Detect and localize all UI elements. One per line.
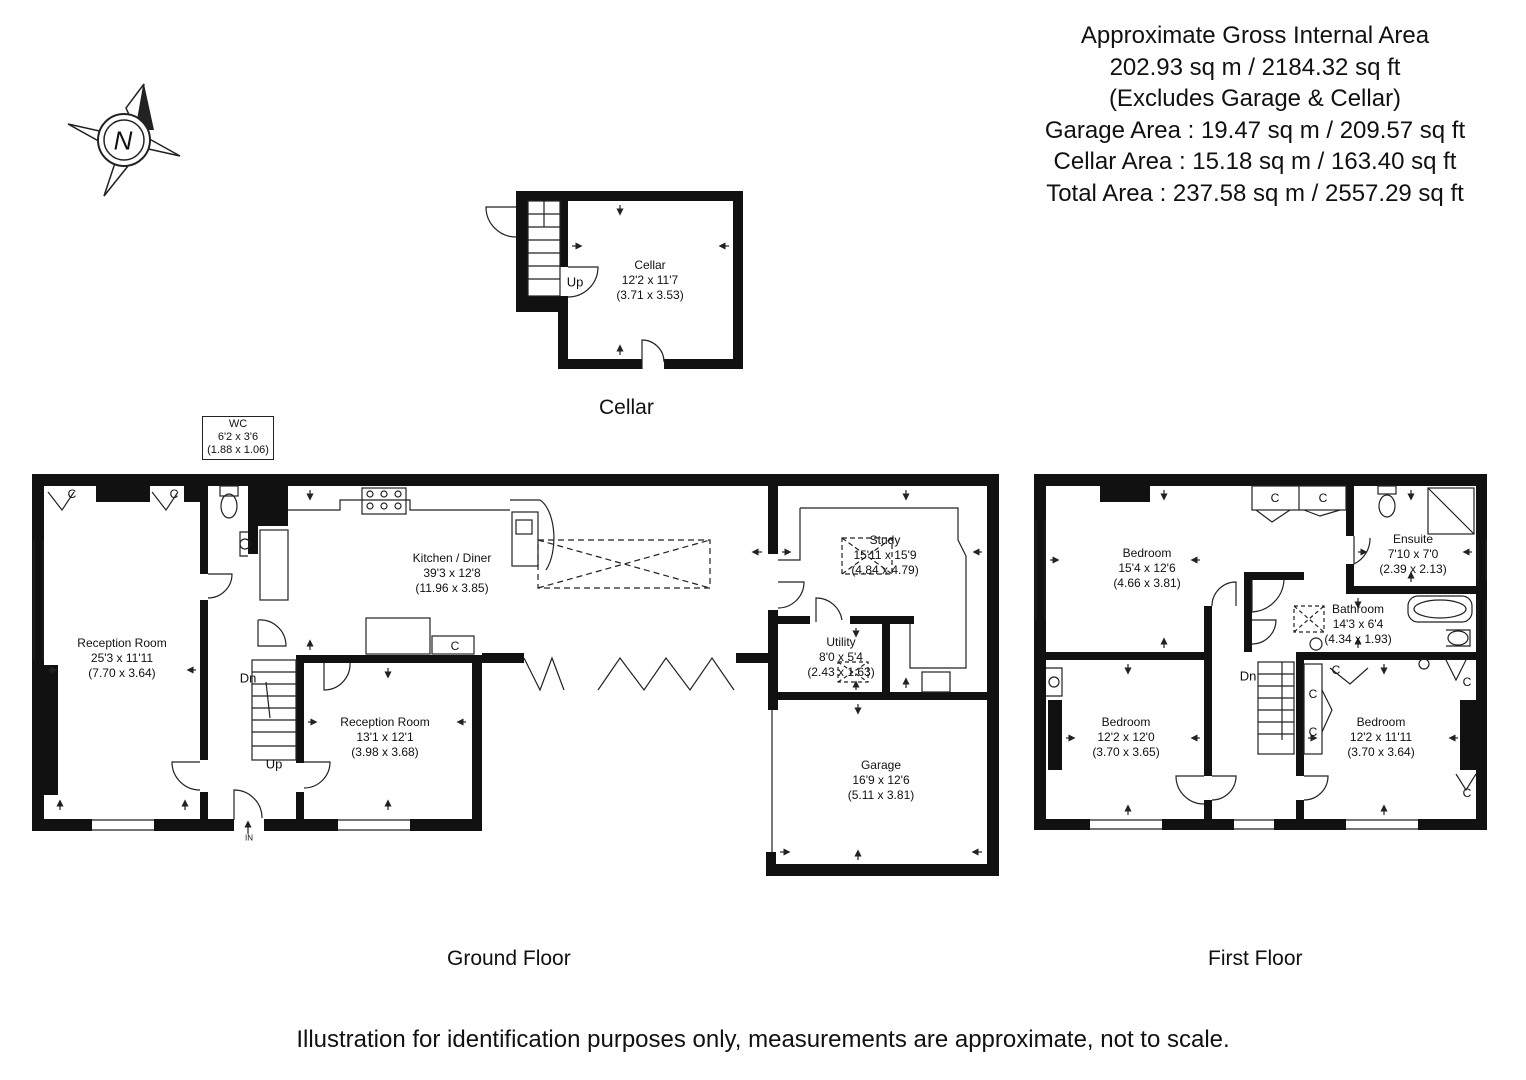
room-name: Utility [826, 635, 856, 649]
room-metric: (2.43 x 1.63) [807, 665, 875, 679]
area-line-garage: Garage Area : 19.47 sq m / 209.57 sq ft [1044, 116, 1466, 144]
room-metric: (3.98 x 3.68) [351, 745, 419, 759]
room-metric: (2.39 x 2.13) [1379, 562, 1447, 576]
cupboard-marker: C [1270, 491, 1280, 505]
area-line-excludes: (Excludes Garage & Cellar) [1108, 85, 1402, 112]
room-metric: (1.88 x 1.06) [207, 444, 269, 456]
room-metric: (4.84 x 4.79) [851, 563, 919, 577]
room-name: Garage [860, 758, 902, 772]
room-bedroom-2 [1092, 715, 1159, 760]
room-metric: (4.66 x 3.81) [1113, 576, 1181, 590]
room-name: Ensuite [1392, 532, 1434, 546]
cupboard-marker: C [450, 639, 460, 653]
cupboard-marker: C [1462, 675, 1472, 689]
room-name: Bedroom [1101, 715, 1151, 729]
floor-label-cellar: Cellar [599, 396, 654, 419]
stairs-up-label: Up [265, 756, 283, 772]
room-kitchen-diner [413, 551, 492, 596]
room-utility [807, 635, 874, 680]
cupboard-marker: C [67, 487, 77, 501]
room-name: Reception Room [340, 715, 430, 729]
room-imperial: 6'2 x 3'6 [217, 431, 259, 443]
room-metric: (3.70 x 3.64) [1347, 745, 1415, 759]
room-name: Bedroom [1356, 715, 1406, 729]
cupboard-marker: C [1462, 786, 1472, 800]
room-metric: (11.96 x 3.85) [415, 581, 489, 595]
room-imperial: 8'0 x 5'4 [819, 650, 863, 664]
room-metric: (3.71 x 3.53) [616, 288, 684, 302]
room-metric: (3.70 x 3.65) [1092, 745, 1160, 759]
area-line-title: Approximate Gross Internal Area [1080, 22, 1430, 49]
room-name: Bedroom [1122, 546, 1172, 560]
first-floor-plan [1034, 474, 1487, 830]
compass-north-label: N [113, 125, 133, 156]
room-garage [848, 758, 914, 803]
cupboard-marker: C [1308, 687, 1318, 701]
room-imperial: 12'2 x 12'0 [1097, 730, 1155, 744]
floor-label-ground: Ground Floor [447, 947, 571, 970]
room-imperial: 25'3 x 11'11 [90, 651, 154, 665]
area-line-gross: 202.93 sq m / 2184.32 sq ft [1109, 53, 1401, 81]
room-imperial: 14'3 x 6'4 [1332, 617, 1384, 631]
room-imperial: 15'4 x 12'6 [1118, 561, 1176, 575]
area-line-cellar: Cellar Area : 15.18 sq m / 163.40 sq ft [1053, 148, 1457, 175]
stairs-down-label: Dn [239, 670, 257, 686]
floor-label-first: First Floor [1208, 947, 1303, 970]
room-imperial: 13'1 x 12'1 [356, 730, 414, 744]
room-reception-2 [340, 715, 429, 760]
room-bathroom [1324, 602, 1391, 647]
cupboard-marker: C [1318, 491, 1328, 505]
room-imperial: 7'10 x 7'0 [1387, 547, 1439, 561]
stairs-down-label: Dn [1239, 668, 1257, 684]
room-name: Cellar [634, 258, 666, 272]
room-metric: (7.70 x 3.64) [88, 666, 156, 680]
room-imperial: 12'2 x 11'7 [621, 273, 679, 287]
room-reception-1 [77, 636, 166, 681]
entrance-label: IN [245, 833, 253, 843]
area-summary [1010, 20, 1500, 209]
room-imperial: 39'3 x 12'8 [423, 566, 481, 580]
cupboard-marker: C [1331, 663, 1341, 677]
room-imperial: 15'11 x 15'9 [853, 548, 917, 562]
room-bedroom-1 [1113, 546, 1180, 591]
room-imperial: 12'2 x 11'11 [1349, 730, 1413, 744]
room-ensuite [1379, 532, 1446, 577]
room-imperial: 16'9 x 12'6 [852, 773, 910, 787]
room-metric: (5.11 x 3.81) [847, 788, 915, 802]
room-name: WC [228, 418, 248, 430]
cupboard-marker: C [1308, 725, 1318, 739]
room-name: Study [869, 533, 901, 547]
room-wc [202, 416, 274, 460]
room-study [851, 533, 918, 578]
area-line-total: Total Area : 237.58 sq m / 2557.29 sq ft [1046, 179, 1464, 207]
room-name: Kitchen / Diner [412, 551, 492, 565]
room-metric: (4.34 x 1.93) [1324, 632, 1392, 646]
cellar-stairs-up-label: Up [566, 274, 584, 290]
room-name: Bathroom [1331, 602, 1385, 616]
room-cellar [616, 258, 683, 303]
room-bedroom-3 [1347, 715, 1414, 760]
room-name: Reception Room [77, 636, 167, 650]
disclaimer-text: Illustration for identification purposes only, measurements are approximate, not to scale. [296, 1026, 1230, 1053]
cupboard-marker: C [169, 487, 179, 501]
